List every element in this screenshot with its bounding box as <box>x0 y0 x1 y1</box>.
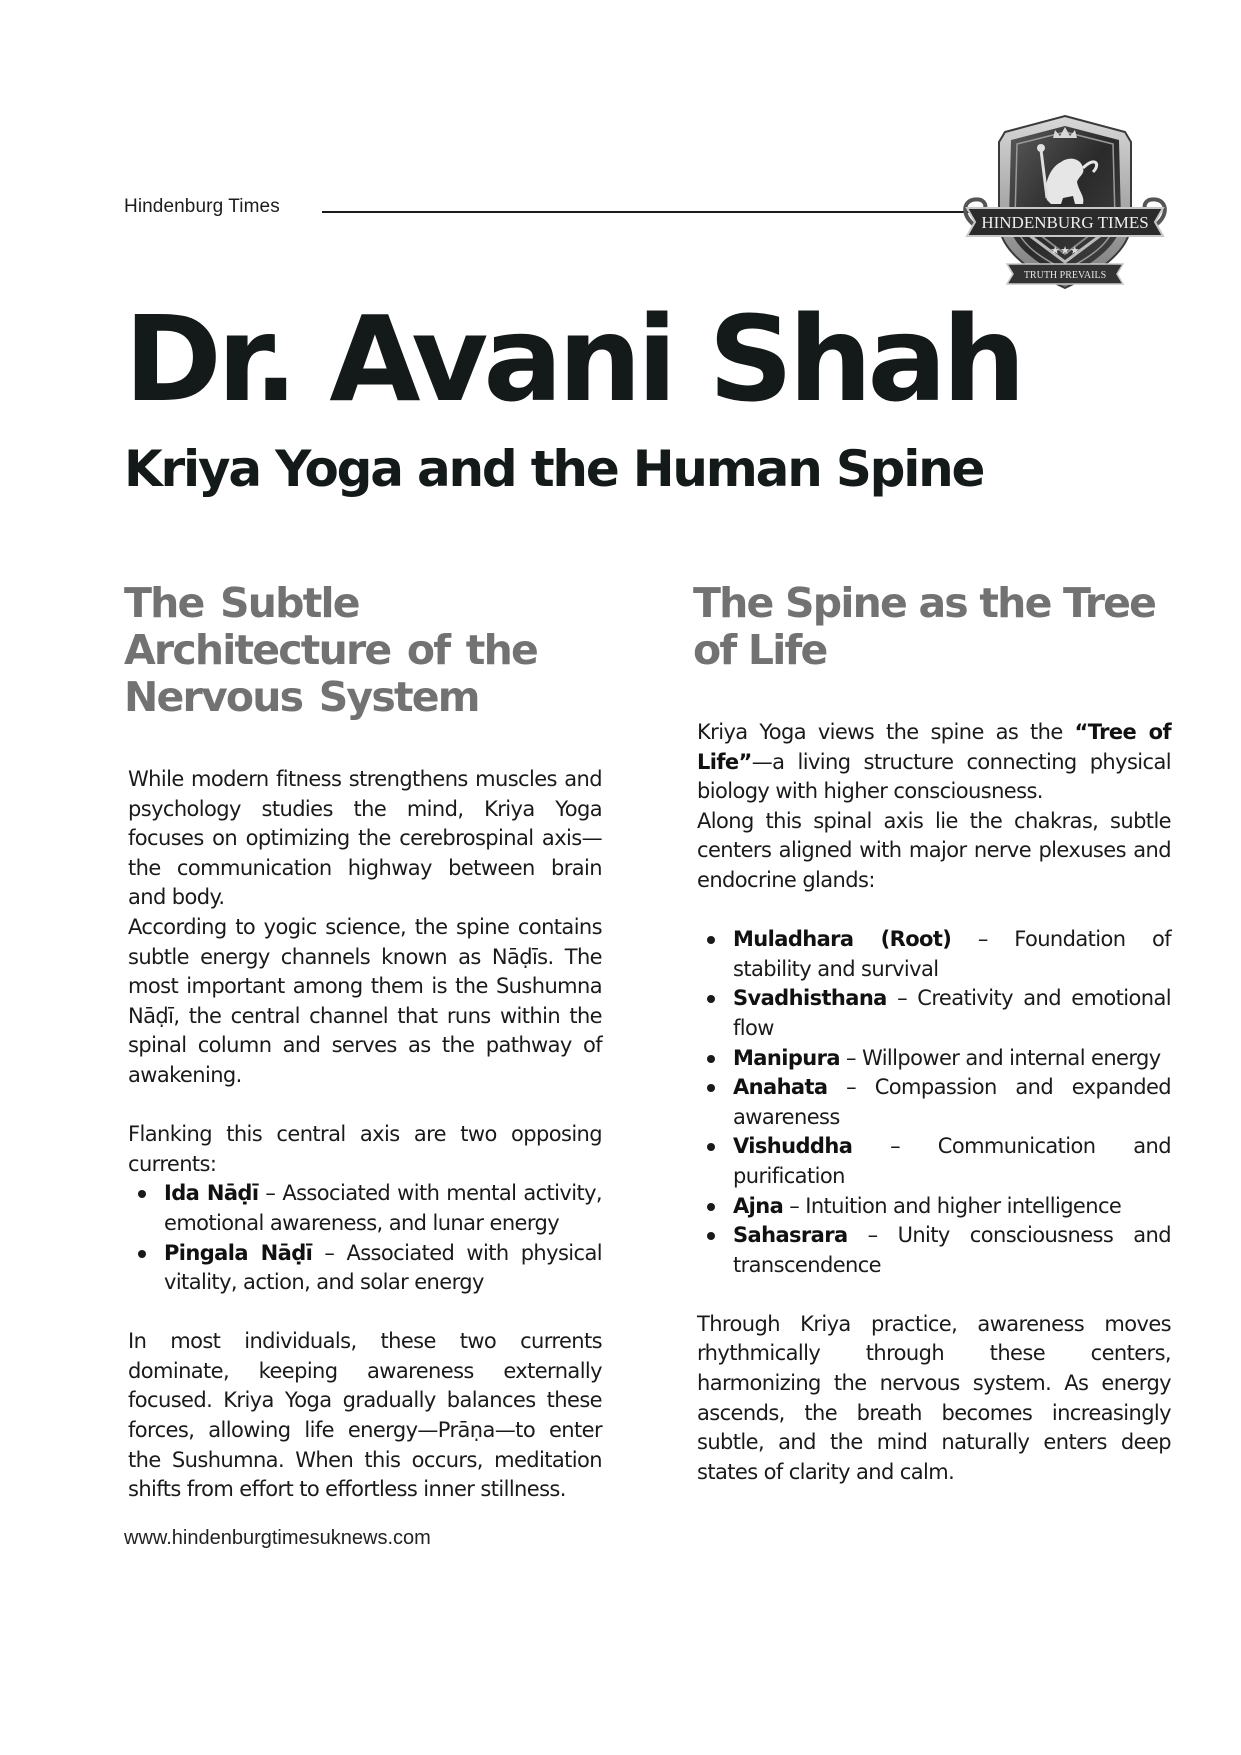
emphasis-tree-of-life: “Tree of Life” <box>697 720 1171 774</box>
paragraph: Flanking this central axis are two opposing currents: <box>128 1122 602 1176</box>
list-item-term: Sahasrara <box>733 1223 848 1248</box>
masthead <box>124 196 280 218</box>
list-item <box>697 1192 1171 1222</box>
paragraph-text: —a living structure connecting physical biology with higher consciousness. <box>697 749 1171 804</box>
list-item-description: – Creativity and emotional flow <box>733 986 1171 1040</box>
paragraph-text: Kriya Yoga views the spine as the <box>697 720 1075 744</box>
list-item-description: – Associated with physical vitality, action, and solar energy <box>164 1240 602 1295</box>
author-name-title: Dr. Avani Shah <box>124 290 1022 428</box>
list-item-term: Manipura <box>733 1045 840 1070</box>
list-item-description: – Associated with mental activity, emotional awareness, and lunar energy <box>164 1181 602 1235</box>
list-item-description: – Intuition and higher intelligence <box>783 1193 1122 1218</box>
left-column-body <box>128 765 602 1505</box>
paragraph: Along this spinal axis lie the chakras, subtle centers aligned with major nerve plexuses and endocrine glands: <box>697 808 1171 892</box>
list-item-term: Muladhara (Root) <box>733 927 952 952</box>
section-heading-tree-of-life: The Spine as the Tree of Life <box>693 579 1156 674</box>
crest-stars: ★★★ <box>1050 244 1080 257</box>
list-item-description: – Communication and purification <box>733 1134 1171 1188</box>
bullet-icon <box>707 995 715 1003</box>
list-item <box>697 1073 1171 1132</box>
bullet-icon <box>138 1250 146 1258</box>
list-item <box>697 1221 1171 1280</box>
list-item <box>697 1132 1171 1191</box>
nadi-list <box>128 1179 602 1297</box>
footer-website-link[interactable]: www.hindenburgtimesuknews.com <box>124 1527 431 1549</box>
paragraph <box>697 718 1171 807</box>
list-item-description: – Compassion and expanded awareness <box>733 1075 1171 1129</box>
list-item-term: Svadhisthana <box>733 986 887 1011</box>
list-item-term: Anahata <box>733 1075 828 1100</box>
right-column <box>693 580 1171 1487</box>
bullet-icon <box>707 1203 715 1211</box>
crest-icon <box>955 112 1175 292</box>
article-title: Kriya Yoga and the Human Spine <box>124 440 984 498</box>
list-item-term: Pingala Nāḍī <box>164 1240 313 1265</box>
bullet-icon <box>707 1084 715 1092</box>
bullet-icon <box>138 1190 146 1198</box>
hindenburg-times-crest-logo <box>955 112 1175 292</box>
left-column <box>124 580 602 1505</box>
list-item-term: Ajna <box>733 1193 784 1218</box>
paragraph: While modern fitness strengthens muscles and psychology studies the mind, Kriya Yoga focuses on optimizing the cerebrospinal axis—the communication highway between brain and body. <box>128 767 602 910</box>
bullet-icon <box>707 1143 715 1151</box>
list-item-description: – Willpower and internal energy <box>839 1045 1161 1070</box>
paragraph: According to yogic science, the spine contains subtle energy channels known as Nāḍīs. The most important among them is the Sushumna Nāḍī, the central channel that runs within the spinal column and serves as the pathway of awakening. <box>128 914 602 1087</box>
list-item <box>697 925 1171 984</box>
paragraph: Through Kriya practice, awareness moves rhythmically through these centers, harmonizing the nervous system. As energy ascends, the breath becomes increasingly subtle, and the mind naturally enters deep states of clarity and calm. <box>697 1311 1171 1484</box>
list-item <box>128 1179 602 1238</box>
bullet-icon <box>707 1055 715 1063</box>
publication-name: Hindenburg Times <box>124 196 280 217</box>
list-item-description: – Foundation of stability and survival <box>733 927 1172 981</box>
section-heading-subtle-architecture: The Subtle Architecture of the Nervous System <box>124 579 537 721</box>
list-item-description: – Unity consciousness and transcendence <box>733 1223 1171 1277</box>
chakra-list <box>697 925 1171 1280</box>
crest-motto: TRUTH PREVAILS <box>1023 270 1107 281</box>
bullet-icon <box>707 1232 715 1240</box>
list-item <box>697 1044 1171 1074</box>
list-item <box>697 984 1171 1043</box>
crest-banner-text: HINDENBURG TIMES <box>981 213 1149 232</box>
right-column-body <box>697 718 1171 1487</box>
list-item-term: Vishuddha <box>733 1134 853 1159</box>
paragraph: In most individuals, these two currents dominate, keeping awareness externally focused. Kriya Yoga gradually balances these forces, allowing life energy—Prāṇa—to enter the Sushumna. When this occurs, meditation shifts from effort to effortless inner stillness. <box>128 1329 602 1502</box>
list-item-term: Ida Nāḍī <box>164 1181 259 1206</box>
masthead-divider <box>322 211 982 213</box>
list-item <box>128 1239 602 1298</box>
bullet-icon <box>707 936 715 944</box>
